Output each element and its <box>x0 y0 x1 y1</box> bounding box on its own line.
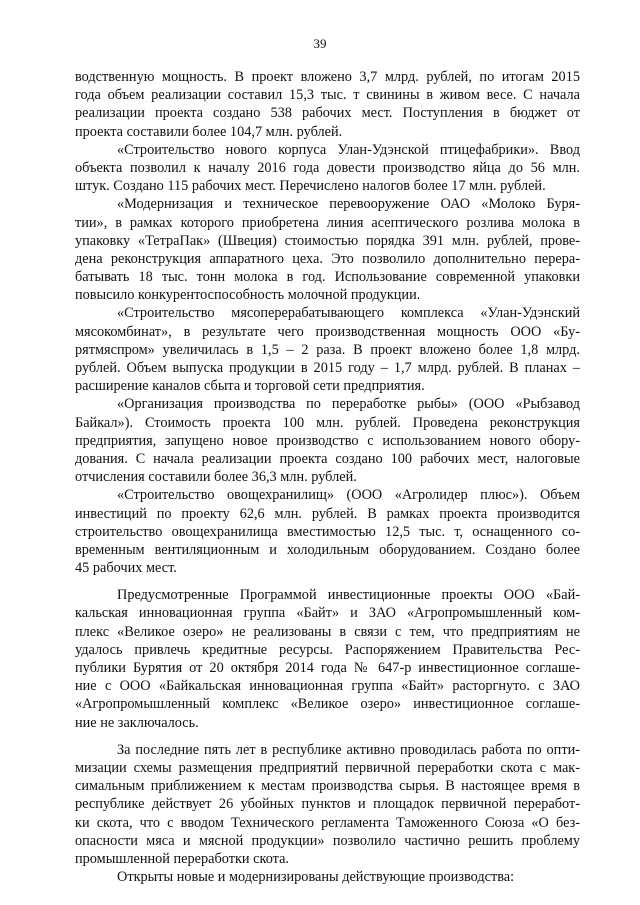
page-number: 39 <box>313 36 327 51</box>
text-line: временным вентиляционным и холодильным оборудованием. Создано более <box>75 541 580 558</box>
body-text <box>75 68 580 886</box>
text-line: «Строительство нового корпуса Улан-Удэнской птицефабрики». Ввод <box>117 141 580 158</box>
text-line: Предусмотренные Программой инвестиционные проекты ООО «Бай- <box>117 587 580 604</box>
text-line: За последние пять лет в республике активно проводилась работа по опти- <box>117 741 580 758</box>
text-line: республике действует 26 убойных пунктов и площадок первичной переработ- <box>75 796 580 813</box>
text-line: ки скота, что с вводом Технического регламента Таможенного Союза «О без- <box>75 814 580 831</box>
text-line: ние с ООО «Байкальская инновационная группа «Байт» расторгнуто. с ЗАО <box>75 678 580 695</box>
text-line: повысило конкурентоспособность молочной продукции. <box>75 287 421 304</box>
text-line: упаковку «ТетраПак» (Швеция) стоимостью порядка 391 млн. рублей, прове- <box>75 232 580 249</box>
paragraph <box>75 195 580 304</box>
text-line: предприятия, запущено новое производство с использованием нового обору- <box>75 432 580 449</box>
text-line: проекта составили более 104,7 млн. рублей. <box>75 123 343 140</box>
text-line: отчисления составили более 36,3 млн. рублей. <box>75 469 357 486</box>
paragraph <box>75 304 580 395</box>
text-line: плекс «Великое озеро» не реализованы в связи с тем, что предприятиям не <box>75 623 580 640</box>
paragraph <box>75 741 580 868</box>
text-line: строительство овощехранилища вместимостью 12,5 тыс. т, оснащенного со- <box>75 523 580 540</box>
text-line: мизации схемы размещения предприятий первичной переработки скота с мак- <box>75 759 580 776</box>
text-line: года объем реализации составил 15,3 тыс. т свинины в живом весе. С начала <box>75 87 580 104</box>
text-line: дена реконструкция аппаратного цеха. Это позволило дополнительно перера- <box>75 250 580 267</box>
text-line: рублей. Объем выпуска продукции в 2015 году – 1,7 млрд. рублей. В планах – <box>75 360 580 376</box>
text-line: публики Бурятия от 20 октября 2014 года № 647-р инвестиционное соглаше- <box>75 660 580 676</box>
text-line: объекта позволил к началу 2016 года довести производство яйца до 56 млн. <box>75 159 580 176</box>
text-line: удалось привлечь кредитные ресурсы. Распоряжением Правительства Рес- <box>75 641 580 658</box>
text-line: симальным приближением к местам производства сырья. В настоящее время в <box>75 778 580 795</box>
paragraph <box>75 486 580 577</box>
text-line: водственную мощность. В проект вложено 3,7 млрд. рублей, по итогам 2015 <box>75 69 580 85</box>
text-line: 45 рабочих мест. <box>75 560 177 577</box>
text-line: «Строительство мясоперерабатывающего комплекса «Улан-Удэнский <box>117 305 580 322</box>
text-line: «Строительство овощехранилищ» (ООО «Агролидер плюс»). Объем <box>117 487 580 504</box>
text-line: штук. Создано 115 рабочих мест. Перечислено налогов более 17 млн. рублей. <box>75 178 546 195</box>
paragraph <box>75 68 580 141</box>
text-line: опасности мяса и мясной продукции» позволило частично решить проблему <box>75 832 580 849</box>
text-line: тии», в рамках которого приобретена линия асептического розлива молока в <box>75 214 580 231</box>
paragraph <box>75 141 580 196</box>
text-line: расширение каналов сбыта и торговой сети предприятия. <box>75 378 425 395</box>
paragraph-gap <box>75 732 580 741</box>
paragraph <box>75 586 580 732</box>
text-line: «Агропромышленный комплекс «Великое озеро» инвестиционное соглаше- <box>75 696 580 713</box>
text-line: «Организация производства по переработке рыбы» (ООО «Рыбзавод <box>117 396 580 413</box>
text-line: дования. С начала реализации проекта создано 100 рабочих мест, налоговые <box>75 450 580 467</box>
paragraph <box>75 395 580 486</box>
text-line: реализации проекта создано 538 рабочих мест. Поступления в бюджет от <box>75 105 580 122</box>
text-line: кальская инновационная группа «Байт» и ЗАО «Агропромышленный ком- <box>75 605 580 622</box>
text-line: инвестиций по проекту 62,6 млн. рублей. В рамках проекта производится <box>75 505 580 522</box>
text-line: рятмяспром» увеличилась в 1,5 – 2 раза. В проект вложено более 1,8 млрд. <box>75 341 580 358</box>
text-line: батывать 18 тыс. тонн молока в год. Использование современной упаковки <box>75 269 580 286</box>
text-line: промышленной переработки скота. <box>75 850 289 867</box>
text-line: Открыты новые и модернизированы действующие производства: <box>117 869 515 886</box>
text-line: «Модернизация и техническое перевооружение ОАО «Молоко Буря- <box>117 196 580 213</box>
text-line: мясокомбинат», в результате чего производственная мощность ООО «Бу- <box>75 323 580 340</box>
text-line: ние не заключалось. <box>75 714 199 731</box>
paragraph <box>75 868 580 886</box>
paragraph-gap <box>75 577 580 586</box>
text-line: Байкал»). Стоимость проекта 100 млн. рублей. Проведена реконструкция <box>75 414 580 431</box>
